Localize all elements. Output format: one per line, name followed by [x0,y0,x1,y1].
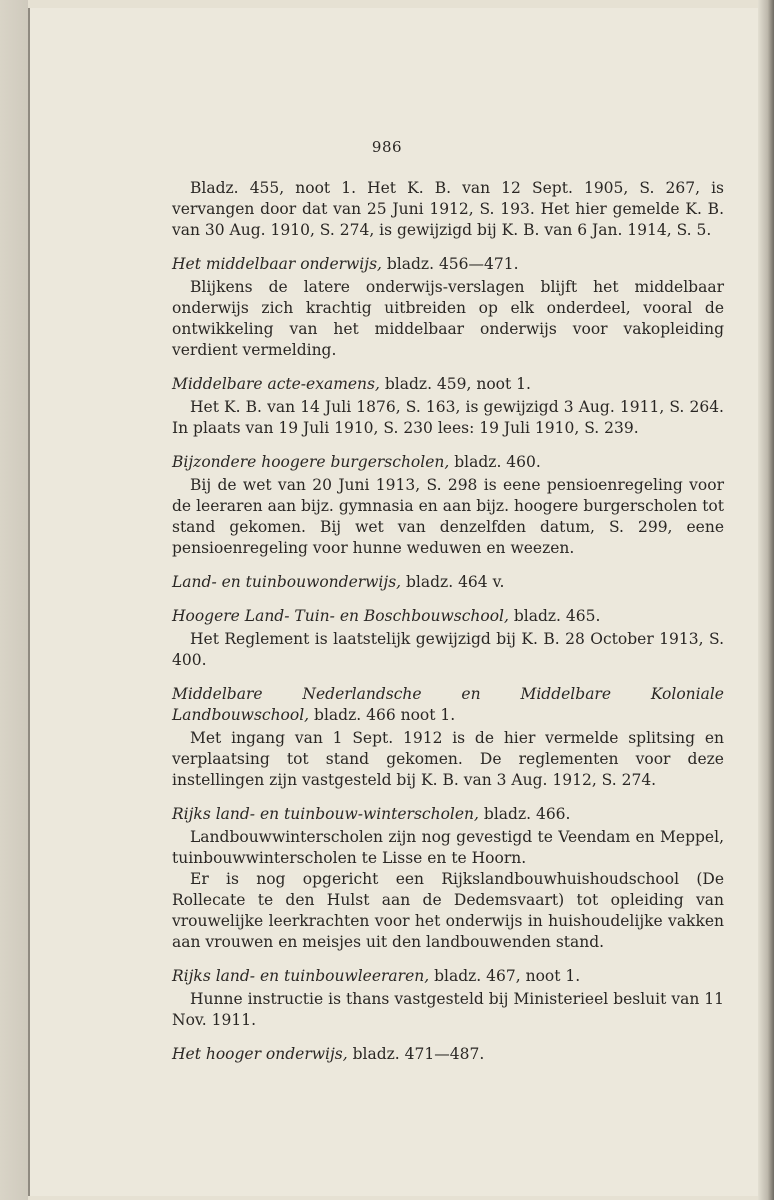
section-heading: Rijks land- en tuinbouwleeraren, bladz. 467, noot 1. [172,967,581,985]
section-heading: Het hooger onderwijs, bladz. 471—487. [172,1045,485,1063]
paragraph: Het Reglement is laatstelijk gewijzigd bij K. B. 28 October 1913, S. 400. [172,630,724,669]
section-heading: Middelbare acte-examens, bladz. 459, noot 1. [172,375,531,393]
section-heading: Hoogere Land- Tuin- en Boschbouwschool, bladz. 465. [172,607,601,625]
page-body [172,178,724,1067]
page-edge [758,0,774,1200]
section-heading: Middelbare Nederlandsche en Middelbare Koloniale Landbouwschool, bladz. 466 noot 1. [172,685,724,724]
section-heading: Bijzondere hoogere burgerscholen, bladz. 460. [172,453,541,471]
paragraph: Blijkens de latere onderwijs-verslagen blijft het middelbaar onderwijs zich krachtig uitbreiden op elk onderdeel, vooral de ontwikkeling van het middelbaar onderwijs voor vakopleiding verdient vermelding. [172,278,724,359]
left-margin [0,0,28,1200]
section-heading: Het middelbaar onderwijs, bladz. 456—471. [172,255,519,273]
page-number: 986 [371,138,403,156]
section-heading: Land- en tuinbouwonderwijs, bladz. 464 v. [172,573,505,591]
paragraph: Landbouwwinterscholen zijn nog gevestigd te Veendam en Meppel, tuinbouwwinterscholen te Lisse en te Hoorn. [172,828,724,867]
paragraph: Het K. B. van 14 Juli 1876, S. 163, is gewijzigd 3 Aug. 1911, S. 264. In plaats van 19 Juli 1910, S. 230 lees: 19 Juli 1910, S. 239. [172,398,724,437]
paragraph: Er is nog opgericht een Rijkslandbouwhuishoudschool (De Rollecate te den Hulst aan de Dedemsvaart) tot opleiding van vrouwelijke leerkrachten voor het onderwijs in huishoudelijke vakken aan vrouwen en meisjes uit den landbouwenden stand. [172,870,724,951]
paragraph: Bij de wet van 20 Juni 1913, S. 298 is eene pensioenregeling voor de leeraren aan bijz. gymnasia en aan bijz. hoogere burgerscholen tot stand gekomen. Bij wet van denzelfden datum, S. 299, eene pensioenregeling voor hunne weduwen en weezen. [172,476,724,557]
paragraph: Hunne instructie is thans vastgesteld bij Ministerieel besluit van 11 Nov. 1911. [172,990,724,1029]
section-heading: Rijks land- en tuinbouw-winterscholen, bladz. 466. [172,805,571,823]
paragraph: Met ingang van 1 Sept. 1912 is de hier vermelde splitsing en verplaatsing tot stand gekomen. De reglementen voor deze instellingen zijn vastgesteld bij K. B. van 3 Aug. 1912, S. 274. [172,729,724,789]
paragraph: Bladz. 455, noot 1. Het K. B. van 12 Sept. 1905, S. 267, is vervangen door dat van 25 Juni 1912, S. 193. Het hier gemelde K. B. van 30 Aug. 1910, S. 274, is gewijzigd bij K. B. van 6 Jan. 1914, S. 5. [172,179,724,239]
